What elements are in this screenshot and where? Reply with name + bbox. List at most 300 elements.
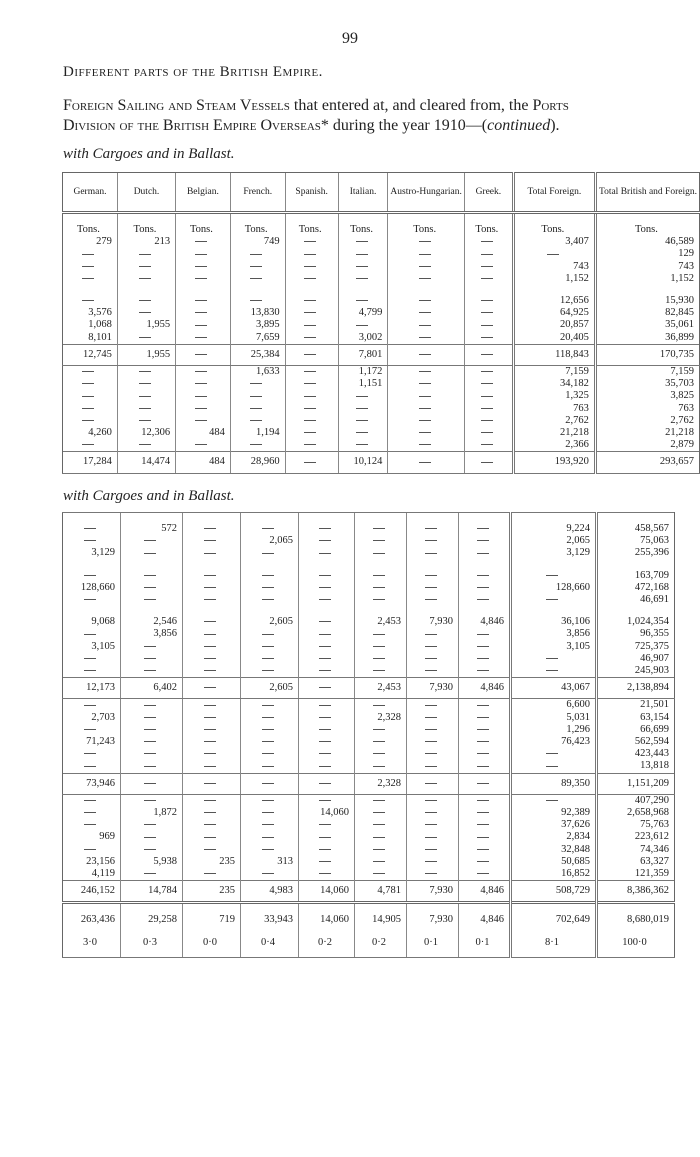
table-cell: [183, 570, 241, 582]
table-cell: [121, 712, 183, 724]
subtotal-cell: 4,846: [459, 678, 511, 699]
subtotal-cell: [388, 452, 465, 473]
spacer-cell: [230, 285, 285, 295]
dash: [425, 741, 437, 742]
table-row: [63, 427, 700, 439]
table-cell: [299, 653, 355, 665]
dash: [319, 766, 331, 767]
table-cell: [464, 236, 513, 248]
table-cell: [388, 236, 465, 248]
table-cell: [407, 628, 459, 640]
table-cell: [407, 699, 459, 712]
dash: [144, 717, 156, 718]
dash: [419, 420, 431, 421]
dash: [477, 646, 489, 647]
table-cell: [176, 378, 231, 390]
table-cell: 75,763: [597, 819, 675, 831]
table-cell: 2,703: [63, 712, 121, 724]
table-cell: 7,930: [407, 616, 459, 628]
table-cell: [63, 261, 118, 273]
dash: [477, 705, 489, 706]
table-cell: 64,925: [513, 307, 595, 319]
dash: [319, 849, 331, 850]
table-cell: [459, 868, 511, 881]
table-cell: [299, 570, 355, 582]
subtotal-cell: 2,328: [355, 773, 407, 794]
table-cell: [183, 736, 241, 748]
dash: [319, 729, 331, 730]
table-cell: [464, 307, 513, 319]
table-cell: 313: [241, 856, 299, 868]
spacer-cell: [355, 513, 407, 524]
table-cell: [407, 831, 459, 843]
table-cell: [176, 415, 231, 427]
table-cell: [511, 570, 597, 582]
dash: [425, 766, 437, 767]
table-cell: [407, 547, 459, 559]
dash: [304, 300, 316, 301]
table-cell: [459, 699, 511, 712]
column-header: Greek.: [464, 173, 513, 213]
percentage-cell: 8·1: [511, 931, 597, 958]
dash: [319, 553, 331, 554]
table-cell: [355, 641, 407, 653]
dash: [356, 266, 368, 267]
table-cell: [285, 390, 338, 402]
table-cell: [183, 523, 241, 535]
title-part: Ports: [532, 97, 569, 114]
table-cell: [459, 665, 511, 678]
table-cell: [241, 868, 299, 881]
table-cell: [355, 856, 407, 868]
subtotal-cell: [241, 773, 299, 794]
dash: [481, 241, 493, 242]
dash: [419, 337, 431, 338]
dash: [195, 300, 207, 301]
dash: [373, 766, 385, 767]
table-cell: 235: [183, 856, 241, 868]
grand-total-cell: 4,846: [459, 903, 511, 931]
dash: [204, 575, 216, 576]
table-cell: [407, 807, 459, 819]
table-cell: [299, 794, 355, 807]
dash: [204, 729, 216, 730]
table-row: [63, 366, 700, 379]
table-cell: [388, 273, 465, 285]
dash: [477, 849, 489, 850]
dash: [84, 658, 96, 659]
subtotal-cell: 43,067: [511, 678, 597, 699]
table-cell: 6,600: [511, 699, 597, 712]
table-cell: [355, 547, 407, 559]
table-cell: [355, 653, 407, 665]
table-row: [63, 665, 675, 678]
grand-total-cell: 14,060: [299, 903, 355, 931]
table-cell: 2,762: [595, 415, 699, 427]
table-cell: 725,375: [597, 641, 675, 653]
table-cell: 2,366: [513, 439, 595, 452]
table-cell: [511, 794, 597, 807]
dash: [304, 266, 316, 267]
dash: [195, 371, 207, 372]
table-cell: 1,194: [230, 427, 285, 439]
percentage-cell: 0·2: [355, 931, 407, 958]
dash: [204, 687, 216, 688]
subtotal-row: [63, 881, 675, 903]
dash: [262, 837, 274, 838]
table-cell: [299, 523, 355, 535]
spacer-cell: [407, 606, 459, 616]
table-cell: [121, 760, 183, 773]
dash: [250, 444, 262, 445]
subtotal-cell: [299, 773, 355, 794]
spacer-cell: [338, 285, 388, 295]
column-header: Total Foreign.: [513, 173, 595, 213]
dash: [139, 383, 151, 384]
dash: [195, 337, 207, 338]
table-row: [63, 415, 700, 427]
table-cell: 3,407: [513, 236, 595, 248]
dash: [425, 753, 437, 754]
table-cell: [121, 582, 183, 594]
table-cell: 2,453: [355, 616, 407, 628]
dash: [546, 575, 558, 576]
subtotal-cell: [285, 344, 338, 365]
table-cell: [407, 760, 459, 773]
unit-label: Tons.: [338, 213, 388, 237]
dash: [84, 824, 96, 825]
table-cell: 76,423: [511, 736, 597, 748]
table-cell: 2,605: [241, 616, 299, 628]
subtotal-cell: 4,781: [355, 881, 407, 903]
dash: [84, 849, 96, 850]
table-cell: 71,243: [63, 736, 121, 748]
table-cell: [176, 248, 231, 260]
subtotal-cell: 293,657: [595, 452, 699, 473]
subtotal-row: [63, 773, 675, 794]
dash: [373, 873, 385, 874]
table-row: [63, 403, 700, 415]
dash: [319, 837, 331, 838]
table-cell: 3,825: [595, 390, 699, 402]
dash: [373, 540, 385, 541]
title-part: that entered at, and cleared from, the: [289, 97, 533, 114]
table-cell: [183, 868, 241, 881]
dash: [204, 540, 216, 541]
table-cell: [285, 307, 338, 319]
table-cell: 36,106: [511, 616, 597, 628]
subtotal-cell: 235: [183, 881, 241, 903]
dash: [84, 540, 96, 541]
table-cell: [121, 594, 183, 606]
dash: [356, 432, 368, 433]
grand-total-cell: 263,436: [63, 903, 121, 931]
table-cell: [407, 653, 459, 665]
dash: [319, 587, 331, 588]
dash: [477, 658, 489, 659]
dash: [82, 420, 94, 421]
dash: [144, 849, 156, 850]
dash: [144, 824, 156, 825]
table-cell: [183, 760, 241, 773]
table-cell: 9,224: [511, 523, 597, 535]
dash: [204, 705, 216, 706]
spacer-row: [63, 560, 675, 570]
dash: [425, 717, 437, 718]
table-cell: [407, 736, 459, 748]
title-part: Foreign Sailing and Steam Vessels: [63, 97, 290, 114]
dash: [204, 634, 216, 635]
dash: [425, 705, 437, 706]
table-cell: [459, 748, 511, 760]
dash: [195, 396, 207, 397]
dash: [425, 540, 437, 541]
table-cell: [355, 807, 407, 819]
dash: [304, 444, 316, 445]
table-cell: [388, 427, 465, 439]
spacer-cell: [299, 513, 355, 524]
table-cell: [285, 439, 338, 452]
table-cell: [230, 390, 285, 402]
table-cell: 3,129: [63, 547, 121, 559]
dash: [477, 741, 489, 742]
table-row: [63, 856, 675, 868]
dash: [250, 278, 262, 279]
table-cell: [176, 403, 231, 415]
table-cell: [459, 594, 511, 606]
dash: [373, 646, 385, 647]
dash: [425, 599, 437, 600]
table-cell: [241, 712, 299, 724]
table-cell: [241, 831, 299, 843]
subtotal-cell: [121, 773, 183, 794]
table-cell: [338, 273, 388, 285]
dash: [139, 371, 151, 372]
spacer-cell: [241, 560, 299, 570]
subtotal-cell: 12,173: [63, 678, 121, 699]
column-header: German.: [63, 173, 118, 213]
dash: [547, 254, 559, 255]
dash: [319, 753, 331, 754]
table-cell: 129: [595, 248, 699, 260]
percentage-cell: 0·4: [241, 931, 299, 958]
grand-total-cell: 8,680,019: [597, 903, 675, 931]
table-cell: [407, 641, 459, 653]
dash: [139, 312, 151, 313]
unit-label: Tons.: [230, 213, 285, 237]
subtotal-cell: [176, 344, 231, 365]
dash: [319, 705, 331, 706]
table-cell: [183, 819, 241, 831]
table-row: [63, 295, 700, 307]
table-cell: [183, 807, 241, 819]
subtotal-cell: 6,402: [121, 678, 183, 699]
spacer-row: [63, 513, 675, 524]
table-cell: [299, 665, 355, 678]
dash: [373, 753, 385, 754]
table-cell: [117, 439, 175, 452]
table-cell: [459, 535, 511, 547]
spacer-cell: [597, 513, 675, 524]
spacer-row: [63, 285, 700, 295]
table-cell: [183, 665, 241, 678]
dash: [144, 646, 156, 647]
table-cell: [241, 807, 299, 819]
table-cell: 2,658,968: [597, 807, 675, 819]
table-cell: [63, 748, 121, 760]
table-cell: [355, 819, 407, 831]
table-cell: [230, 248, 285, 260]
dash: [304, 462, 316, 463]
table-cell: [388, 415, 465, 427]
dash: [481, 371, 493, 372]
dash: [82, 371, 94, 372]
table-cell: [355, 831, 407, 843]
percentage-cell: 0·1: [407, 931, 459, 958]
table-cell: [299, 831, 355, 843]
title-part: ).: [550, 117, 560, 134]
table-cell: [121, 868, 183, 881]
table-cell: 4,119: [63, 868, 121, 881]
dash: [373, 800, 385, 801]
table-cell: [388, 261, 465, 273]
dash: [250, 266, 262, 267]
dash: [204, 783, 216, 784]
spacer-cell: [355, 560, 407, 570]
column-header-row: [63, 173, 700, 213]
table-cell: 743: [595, 261, 699, 273]
table-cell: [241, 547, 299, 559]
table-cell: [63, 819, 121, 831]
spacer-cell: [176, 285, 231, 295]
table-row: [63, 535, 675, 547]
dash: [373, 634, 385, 635]
table-cell: 7,159: [595, 366, 699, 379]
table-cell: [511, 760, 597, 773]
dash: [481, 408, 493, 409]
grand-total-row: [63, 903, 675, 931]
table-row: [63, 570, 675, 582]
unit-label: Tons.: [595, 213, 699, 237]
dash: [304, 278, 316, 279]
table-cell: 255,396: [597, 547, 675, 559]
dash: [419, 432, 431, 433]
grand-total-cell: 719: [183, 903, 241, 931]
dash: [477, 528, 489, 529]
table-row: [63, 736, 675, 748]
dash: [262, 741, 274, 742]
spacer-cell: [407, 513, 459, 524]
table-cell: 23,156: [63, 856, 121, 868]
table-cell: [511, 653, 597, 665]
dash: [373, 587, 385, 588]
table-row: [63, 523, 675, 535]
table-cell: 763: [595, 403, 699, 415]
table-row: [63, 378, 700, 390]
table-cell: [459, 844, 511, 856]
table-cell: [285, 248, 338, 260]
dash: [262, 553, 274, 554]
dash: [195, 354, 207, 355]
table-row: [63, 547, 675, 559]
table-cell: [388, 439, 465, 452]
subtotal-cell: 508,729: [511, 881, 597, 903]
dash: [319, 528, 331, 529]
dash: [304, 325, 316, 326]
table-row: [63, 273, 700, 285]
dash: [373, 861, 385, 862]
percentage-cell: 100·0: [597, 931, 675, 958]
dash: [204, 812, 216, 813]
dash: [373, 849, 385, 850]
table-cell: 12,306: [117, 427, 175, 439]
table-cell: 92,389: [511, 807, 597, 819]
table-cell: [299, 760, 355, 773]
dash: [304, 396, 316, 397]
dash: [319, 800, 331, 801]
table-cell: [241, 653, 299, 665]
dash: [425, 575, 437, 576]
unit-label: Tons.: [464, 213, 513, 237]
table-cell: 16,852: [511, 868, 597, 881]
table-cell: [241, 760, 299, 773]
subtotal-cell: 7,801: [338, 344, 388, 365]
table-cell: 1,024,354: [597, 616, 675, 628]
dash: [262, 783, 274, 784]
table-cell: [285, 415, 338, 427]
dash: [144, 658, 156, 659]
table-cell: 3,856: [121, 628, 183, 640]
table-cell: 128,660: [511, 582, 597, 594]
table-cell: [299, 856, 355, 868]
table-cell: [464, 248, 513, 260]
dash: [425, 528, 437, 529]
table-row: [63, 616, 675, 628]
subtotal-cell: [285, 452, 338, 473]
dash: [262, 658, 274, 659]
table-cell: [121, 844, 183, 856]
dash: [319, 575, 331, 576]
dash: [319, 824, 331, 825]
subtotal-cell: 8,386,362: [597, 881, 675, 903]
unit-label: Tons.: [176, 213, 231, 237]
table-cell: 21,218: [513, 427, 595, 439]
table-cell: [407, 794, 459, 807]
dash: [319, 741, 331, 742]
dash: [356, 300, 368, 301]
table-cell: [299, 844, 355, 856]
dash: [204, 599, 216, 600]
table-cell: 5,938: [121, 856, 183, 868]
table-cell: [407, 748, 459, 760]
table-cell: [183, 831, 241, 843]
table-cell: 12,656: [513, 295, 595, 307]
table-cell: [176, 439, 231, 452]
table-cell: [230, 439, 285, 452]
table-cell: 1,325: [513, 390, 595, 402]
subtotal-cell: 2,138,894: [597, 678, 675, 699]
table-cell: [299, 641, 355, 653]
table-cell: [388, 248, 465, 260]
dash: [204, 837, 216, 838]
dash: [419, 371, 431, 372]
subtotal-cell: 118,843: [513, 344, 595, 365]
table-cell: [299, 736, 355, 748]
table-cell: [407, 844, 459, 856]
dash: [304, 383, 316, 384]
table-cell: [241, 641, 299, 653]
dash: [419, 408, 431, 409]
